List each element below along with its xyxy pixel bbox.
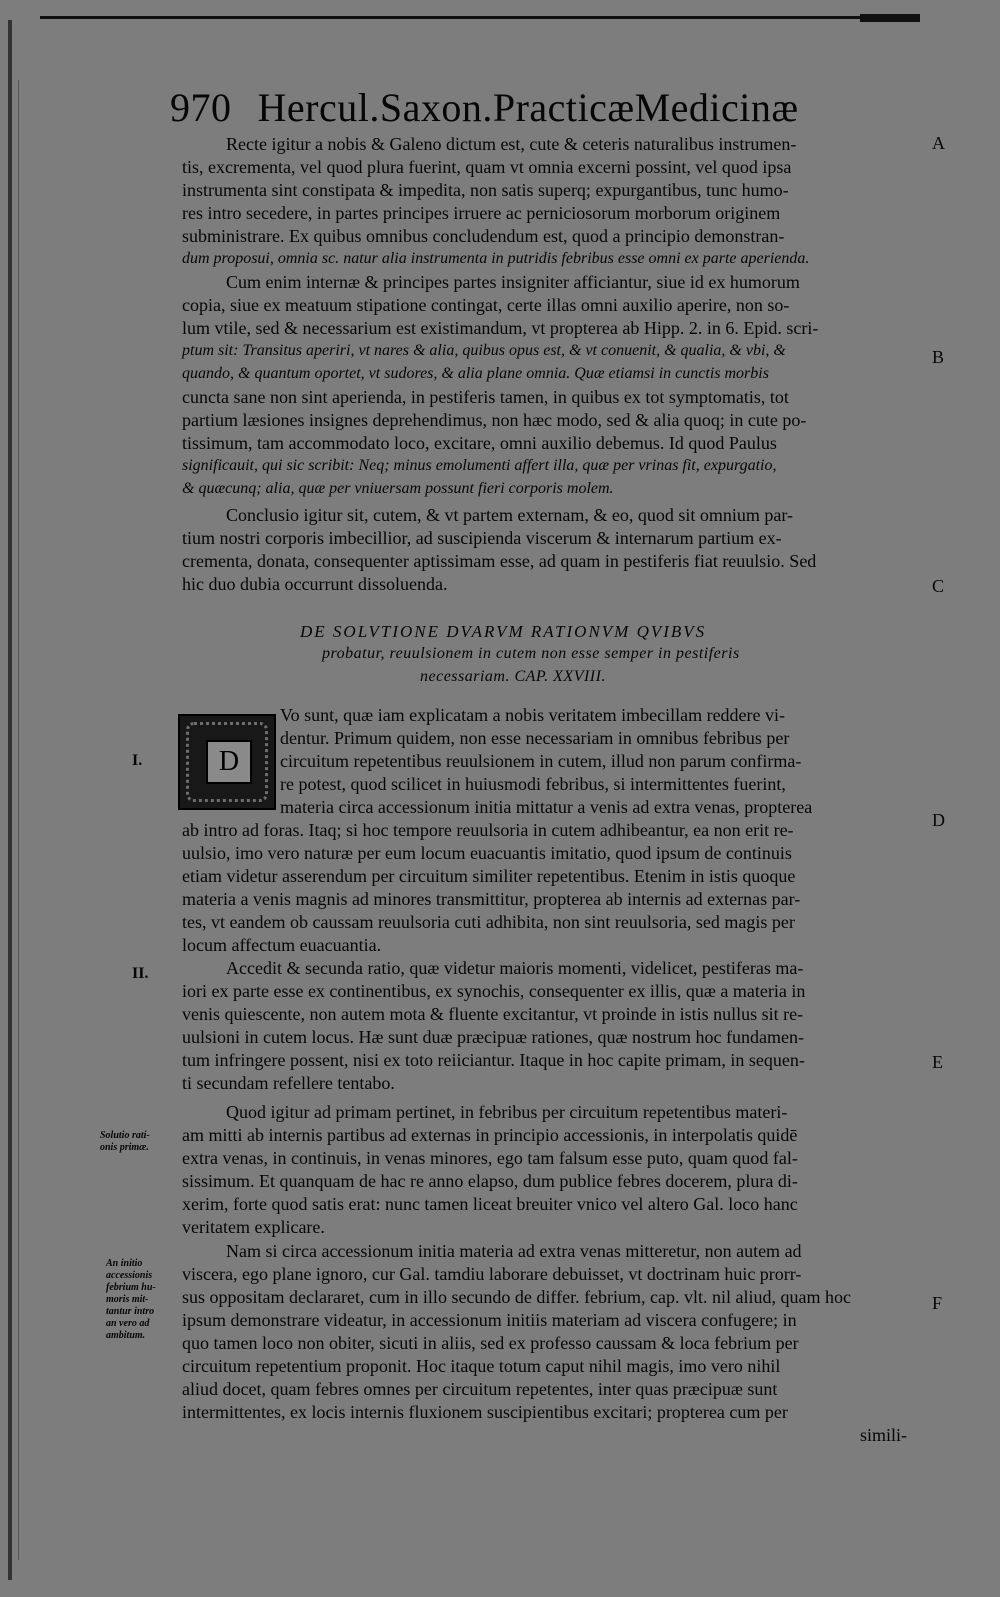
text-line: copia, siue ex meatuum stipatione contingat, certe illas omni auxilio aperire, non so- xyxy=(182,295,790,315)
text-line: circuitum repetentium proponit. Hoc itaque totum caput nihil magis, imo vero nihil xyxy=(182,1356,781,1376)
margin-letter-e: E xyxy=(932,1052,943,1072)
text-line: Cum enim internæ & principes partes insigniter afficiantur, siue id ex humorum xyxy=(226,272,800,292)
text-line: significauit, qui sic scribit: Neq; minus emolumenti affert illa, quæ per vrinas fit, expurgatio, xyxy=(182,457,777,474)
text-line: hic duo dubia occurrunt dissoluenda. xyxy=(182,574,448,594)
margin-gloss-an-initio xyxy=(106,1258,156,1342)
text-line: aliud docet, quam febres omnes per circuitum repetentes, inter quas præcipuæ sunt xyxy=(182,1379,778,1399)
binding-edge-line xyxy=(18,80,19,1560)
gloss-line: an vero ad xyxy=(106,1318,150,1329)
text-line: re potest, quod scilicet in huiusmodi febribus, si intermittentes fuerint, xyxy=(280,774,786,794)
decorated-initial xyxy=(178,714,276,810)
text-line: uulsio, imo vero naturæ per eum locum euacuantis imitatio, quod ipsum de continuis xyxy=(182,843,792,863)
top-rule-end xyxy=(860,14,920,22)
running-title: Hercul.Saxon.PracticæMedicinæ xyxy=(257,85,799,130)
margin-letter-c: C xyxy=(932,576,945,596)
text-line: venis quiescente, non autem mota & fluente excitantur, vt proinde in istis nullus sit re- xyxy=(182,1004,804,1024)
text-line: lum vtile, sed & necessarium est existimandum, vt propterea ab Hipp. 2. in 6. Epid. scri- xyxy=(182,318,819,338)
text-line: tissimum, tam accommodato loco, excitare, omni auxilio debemus. Id quod Paulus xyxy=(182,433,777,453)
text-line: partium læsiones insignes deprehendimus, non hæc modo, sed & alia quoq; in cute po- xyxy=(182,410,807,430)
text-line: iori ex parte esse ex continentibus, ex synochis, consequenter ex illis, quæ a materia in xyxy=(182,981,806,1001)
text-line: cuncta sane non sint aperienda, in pestiferis tamen, in quibus ex tot symptomatis, tot xyxy=(182,387,789,407)
text-line: materia circa accessionum initia mittatur a venis ad extra venas, propterea xyxy=(280,797,813,817)
top-rule xyxy=(40,16,920,19)
text-line: am mitti ab internis partibus ad externas in principio accessionis, in interpolatis quidē xyxy=(182,1125,798,1145)
binding-edge xyxy=(8,20,12,1580)
page-number: 970 xyxy=(170,85,232,130)
text-line: ab intro ad foras. Itaq; si hoc tempore reuulsoria in cutem adhibeantur, ea non erit re- xyxy=(182,820,794,840)
text-line: extra venas, in continuis, in venas minores, ego tam falsum esse puto, quam quod fal- xyxy=(182,1148,798,1168)
margin-letter-a: A xyxy=(932,133,945,153)
text-line: & quæcunq; alia, quæ per vniuersam possunt fieri corporis molem. xyxy=(182,480,614,497)
text-line: Nam si circa accessionum initia materia ad extra venas mitteretur, non autem ad xyxy=(226,1241,802,1261)
text-line: crementa, donata, consequenter aptissimam esse, ad quam in pestiferis fiat reuulsio. Sed xyxy=(182,551,817,571)
text-line: circuitum repetentibus reuulsionem in cutem, illud non parum confirma- xyxy=(280,751,802,771)
text-line: dum proposui, omnia sc. natur alia instrumenta in putridis febribus esse omni ex parte aperienda. xyxy=(182,250,810,267)
running-header xyxy=(170,84,799,131)
text-line: instrumenta sint constipata & impedita, non satis superq; expurgantibus, tunc humo- xyxy=(182,180,789,200)
text-line: ptum sit: Transitus aperiri, vt nares & alia, quibus opus est, & vt conuenit, & qualia, & vbi, & xyxy=(182,342,786,359)
gloss-line: tantur intro xyxy=(106,1306,155,1317)
text-line: veritatem explicare. xyxy=(182,1217,325,1237)
text-line: Quod igitur ad primam pertinet, in febribus per circuitum repetentibus materi- xyxy=(226,1102,788,1122)
text-line: tes, vt eandem ob caussam reuulsoria cuti adhibita, non sint reuulsoria, sed magis per xyxy=(182,912,795,932)
margin-letter-f: F xyxy=(932,1293,943,1313)
text-line: uulsioni in cutem locus. Hæ sunt duæ præcipuæ rationes, quæ nostrum hoc fundamen- xyxy=(182,1027,804,1047)
chapter-subheading: probatur, reuulsionem in cutem non esse semper in pestiferis xyxy=(322,645,740,662)
text-line: Recte igitur a nobis & Galeno dictum est, cute & ceteris naturalibus instrumen- xyxy=(226,134,797,154)
gloss-line: An initio xyxy=(106,1258,143,1269)
text-line: tis, excrementa, vel quod plura fuerint, quam vt omnia excerni possint, vel quod ipsa xyxy=(182,157,792,177)
text-line: intermittentes, ex locis internis fluxionem suscipientibus excitari; propterea cum per xyxy=(182,1402,788,1422)
text-line: viscera, ego plane ignoro, cur Gal. tamdiu laborare debuisset, vt doctrinam huic prorr- xyxy=(182,1264,802,1284)
chapter-heading: DE SOLVTIONE DVARVM RATIONVM QVIBVS xyxy=(300,622,707,641)
gloss-line: accessionis xyxy=(106,1270,153,1281)
text-line: ti secundam refellere tentabo. xyxy=(182,1073,395,1093)
text-line: quando, & quantum oportet, vt sudores, & alia plane omnia. Quæ etiamsi in cunctis morbis xyxy=(182,365,769,382)
margin-gloss-solutio xyxy=(100,1130,150,1154)
gloss-line: febrium hu- xyxy=(106,1282,156,1293)
text-line: materia a venis magnis ad minores transmittitur, propterea ab internis ad externas par- xyxy=(182,889,801,909)
text-line: tum infringere possent, nisi ex toto reiiciantur. Itaque in hoc capite primam, in sequen- xyxy=(182,1050,805,1070)
catchword: simili- xyxy=(860,1425,908,1445)
text-line: res intro secedere, in partes principes irruere ac perniciosorum morborum originem xyxy=(182,203,781,223)
text-line: quo tamen loco non obiter, sicuti in aliis, sed ex professo caussam & loca febrium per xyxy=(182,1333,799,1353)
drop-cap-letter: D xyxy=(206,740,252,784)
text-line: xerim, forte quod satis erat: nunc tamen liceat breuiter vnico vel altero Gal. loco hanc xyxy=(182,1194,798,1214)
text-line: sus oppositam declararet, cum in illo secundo de differ. febrium, cap. vlt. nil aliud, quam hoc xyxy=(182,1287,851,1307)
text-line: tium nostri corporis imbecillior, ad suscipienda viscerum & internarum partium ex- xyxy=(182,528,782,548)
margin-numeral-2: II. xyxy=(132,965,149,982)
gloss-line: Solutio rati- xyxy=(100,1130,150,1141)
margin-letter-d: D xyxy=(932,810,945,830)
text-line: ipsum demonstrare videatur, in accessionum initiis materiam ad viscera confugere; in xyxy=(182,1310,797,1330)
text-line: dentur. Primum quidem, non esse necessariam in omnibus febribus per xyxy=(280,728,790,748)
gloss-line: ambitum. xyxy=(106,1330,146,1341)
margin-numeral-1: I. xyxy=(132,752,143,769)
text-line: Accedit & secunda ratio, quæ videtur maioris momenti, videlicet, pestiferas ma- xyxy=(226,958,804,978)
gloss-line: onis primæ. xyxy=(100,1142,149,1153)
text-line: etiam videtur asserendum per circuitum similiter repetentibus. Etenim in istis quoque xyxy=(182,866,796,886)
text-line: subministrare. Ex quibus omnibus concludendum est, quod a principio demonstran- xyxy=(182,226,785,246)
text-line: sissimum. Et quanquam de hac re anno elapso, dum publice febres docerem, plura di- xyxy=(182,1171,798,1191)
gloss-line: moris mit- xyxy=(106,1294,149,1305)
chapter-number: necessariam. CAP. XXVIII. xyxy=(420,668,606,685)
text-line: Conclusio igitur sit, cutem, & vt partem externam, & eo, quod sit omnium par- xyxy=(226,505,794,525)
text-line: Vo sunt, quæ iam explicatam a nobis veritatem imbecillam reddere vi- xyxy=(280,705,786,725)
text-line: locum affectum euacuantia. xyxy=(182,935,382,955)
margin-letter-b: B xyxy=(932,347,945,367)
